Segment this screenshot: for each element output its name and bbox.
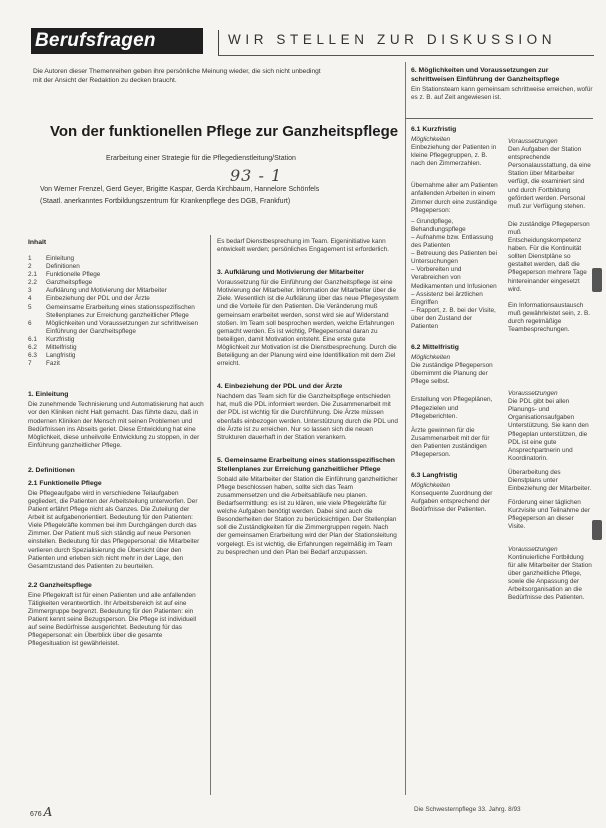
toc-item: 6.3 Langfristig — [28, 352, 76, 360]
section-heading: 1. Einleitung — [28, 391, 69, 399]
series-title: WIR STELLEN ZUR DISKUSSION — [228, 32, 557, 47]
body-text: Nachdem das Team sich für die Ganzheitspflege entschieden hat, muß die PDL informiert werden. Die Zusammenarbeit mit der PDL ist wichtig für die Durchführung. Die Ärzte müssen ebenfalls einbezogen werden. Unterstützung durch die PDL und die Ärzte ist zu erreichen. Nur so lassen sich die neuen Strukturen dauerhaft in der Station verankern. — [217, 393, 398, 441]
column-label: Möglichkeiten — [411, 482, 451, 490]
body-text: Die Pflegeaufgabe wird in verschiedene Teilaufgaben gegliedert, die Patienten der Arbeitsteilung unterworfen. Der Patient erfährt Pflege nicht als Ganzes. Die Zuteilung der Arbeit ist aufgabenorientiert. Bedeutung für den Patienten: Viele Pflegekräfte kommen bei ihm Durchgängen durch das Zimmer. Der Patient muß sich ständig auf neue Personen einstellen. Bedeutung für das Pflegepersonal: die Mitarbeiter verlieren durch Spezialisierung die Übersicht über den Patienten und erleben sich nicht mehr in der Lage, den Gesamtzustand des Patienten zu beurteilen. — [28, 489, 200, 570]
body-text: Den Aufgaben der Station entsprechende Personalausstattung, da eine Station über Mitarbeiter verfügt, die examiniert sind und durch Fortbildung gefördert werden. Personal muß zur Verfügung stehen. — [508, 146, 591, 210]
toc-heading: Inhalt — [28, 239, 47, 246]
toc-item: 6 Möglichkeiten und Voraussetzungen zur schrittweisen Einführung der Ganzheitspflege — [28, 319, 199, 335]
section-rule — [405, 118, 593, 119]
body-text: Konsequente Zuordnung der Aufgaben entsprechend der Bedürfnisse der Patienten. — [411, 490, 493, 514]
disclaimer — [33, 67, 403, 85]
subsection-heading: 6.3 Langfristig — [411, 472, 458, 480]
body-text: Ärzte gewinnen für die Zusammenarbeit mit der für den Patienten zuständigen Pflegeperson. — [411, 426, 490, 458]
list-item: – Assistenz bei ärztlichen Eingriffen — [411, 290, 483, 306]
column-3 — [411, 125, 499, 514]
toc-item: 3 Aufklärung und Motivierung der Mitarbeiter — [28, 287, 167, 295]
column-1 — [28, 238, 204, 648]
article-title: Von der funktionellen Pflege zur Ganzheitspflege — [50, 123, 399, 140]
body-text: Kontinuierliche Fortbildung für alle Mitarbeiter der Station über ganzheitliche Pflege, sowie die Anpassung der Arbeitsorganisation an die Bedürfnisse des Patienten. — [508, 553, 592, 602]
column-4 — [508, 138, 592, 602]
page-number-text: 676 — [30, 811, 42, 818]
header-divider — [218, 30, 219, 56]
section-heading: 3. Aufklärung und Motivierung der Mitarbeiter — [217, 269, 365, 277]
body-text: Die zunehmende Technisierung und Automatisierung hat auch vor den Kliniken nicht Halt gemacht. Das führte dazu, daß in modernen Kliniken der Mensch mit seinen Problemen und Bedürfnissen ins Abseits geriet. Diese Entwicklung hat eine Möglichkeit, diese unheilvolle Entwicklung zu stoppen, in der Einführung ganzheitlicher Pflege. — [28, 401, 204, 449]
subsection-heading: 6.2 Mittelfristig — [411, 344, 459, 352]
scan-mark — [592, 268, 602, 292]
toc-item: 6.2 Mittelfristig — [28, 344, 77, 352]
toc-item: 5 Gemeinsame Erarbeitung eines stationsspezifischen Stellenplanes zur Erreichung ganzheitlicher Pflege — [28, 303, 195, 319]
toc-list — [28, 255, 204, 368]
body-text: Ein Informationsaustausch muß gewährleistet sein, z. B. durch regelmäßige Teambesprechungen. — [508, 301, 591, 333]
handwritten-mark: A — [43, 805, 53, 819]
body-text: Die PDL gibt bei allen Planungs- und Organisationsaufgaben Unterstützung. Sie kann den Pflegeplan unterstützen, die PDL ist eine gute Ansprechpartnerin und Koordinatorin. — [508, 398, 589, 462]
body-text: Übernahme aller am Patienten anfallenden Arbeiten in einem Zimmer durch eine zuständige Pflegeperson: — [411, 182, 498, 214]
column-divider — [405, 62, 406, 795]
body-text: Die zuständige Pflegeperson muß Entscheidungskompetenz haben. Für die Kontinuität sollten Dienstpläne so gestaltet werden, daß die Pflegeperson mehrere Tage hintereinander eingesetzt wird. — [508, 220, 590, 293]
toc-item: 2.2 Ganzheitspflege — [28, 279, 93, 287]
header-rule — [218, 55, 594, 56]
body-text: Voraussetzung für die Einführung der Ganzheitspflege ist eine Motivierung der Mitarbeiter. Information der Mitarbeiter über die Ziele. Wesentlich ist die Aufklärung über das neue Pflegesystem und die Vorteile für den Patienten. Die Veränderung muß gemeinsam erarbeitet werden, sonst wird sie auf Widerstand stoßen. Im Team soll besprochen werden, welche Erfahrungen gemacht werden. Es ist wichtig, Pflegepersonal daran zu beteiligen, damit Motivation entsteht. Eine erste gute Möglichkeit zur Motivation ist die Dienstbesprechung. Durch die Beteiligung an der Planung wird eine Identifikation mit dem Ziel erreicht. — [217, 279, 399, 368]
column-2 — [217, 238, 399, 557]
article-institution: (Staatl. anerkanntes Fortbildungszentrum für Krankenpflege des DGB, Frankfurt) — [40, 198, 291, 205]
toc-item: 7 Fazit — [28, 360, 60, 368]
section-heading: 5. Gemeinsame Erarbeitung eines stationsspezifischen Stellenplanes zur Erreichung ganzheitlicher Pflege — [217, 456, 395, 473]
body-text: Überarbeitung des Dienstplans unter Einbeziehung der Mitarbeiter. — [508, 468, 592, 493]
column-label: Voraussetzungen — [508, 545, 558, 553]
body-text: Ein Stationsteam kann gemeinsam schrittweise erreichen, wofür es z. B. auf Zeit angewiesen ist. — [411, 86, 593, 102]
body-text: Eine Pflegekraft ist für einen Patienten und alle anfallenden Tätigkeiten verantwortlich. Ihr Arbeitsbereich ist auf eine Zimmergruppe begrenzt. Bedeutung für den Patienten: ein Patient kennt seine Bezugsperson. Die Pflege ist individuell auf seine Bedürfnisse ausgerichtet. Bedeutung für das Pflegepersonal: ein Überblick über die gesamte Pflegesituation ist gewährleistet. — [28, 591, 197, 648]
body-text: Erstellung von Pflegeplänen, Pflegezielen und Pflegeberichten. — [411, 396, 493, 420]
disclaimer-line: mit der Ansicht der Redaktion zu decken braucht. — [33, 77, 177, 84]
section-heading: 6. Möglichkeiten und Voraussetzungen zur schrittweisen Einführung der Ganzheitspflege — [411, 67, 560, 83]
subsection-heading: 6.1 Kurzfristig — [411, 126, 457, 133]
article-subtitle: Erarbeitung einer Strategie für die Pflegedienstleitung/Station — [106, 155, 296, 162]
toc-item: 1 Einleitung — [28, 255, 75, 262]
toc-item: 2 Definitionen — [28, 263, 80, 271]
list-item: – Rapport, z. B. bei der Visite, über den Zustand der Patienten — [411, 306, 496, 330]
list-item: – Betreuung des Patienten bei Untersuchungen — [411, 250, 497, 266]
subsection-heading: 2.2 Ganzheitspflege — [28, 581, 92, 589]
handwritten-note: 93 - 1 — [230, 166, 283, 185]
section-title: Berufsfragen — [35, 30, 156, 51]
page-number — [30, 805, 52, 819]
body-text: Es bedarf Dienstbesprechung im Team. Eigeninitiative kann entwickelt werden; persönliches Engagement ist erforderlich. — [217, 238, 389, 254]
column-label: Voraussetzungen — [508, 390, 558, 398]
article-authors: Von Werner Frenzel, Gerd Geyer, Brigitte Kaspar, Gerda Kirchbaum, Hannelore Schönfels — [40, 186, 320, 193]
toc-item: 6.1 Kurzfristig — [28, 335, 75, 343]
disclaimer-line: Die Autoren dieser Themenreihen geben ihre persönliche Meinung wieder, die sich nicht unbedingt — [33, 68, 321, 75]
column-label: Möglichkeiten — [411, 136, 451, 143]
list-item: – Grundpflege, Behandlungspflege — [411, 217, 466, 233]
task-list — [411, 218, 499, 331]
section-heading: 4. Einbeziehung der PDL und der Ärzte — [217, 383, 343, 391]
journal-citation: Die Schwesternpflege 33. Jahrg. 8/93 — [414, 806, 521, 813]
list-item: – Vorbereiten und Verabreichen von Medikamenten und Infusionen — [411, 266, 497, 290]
column-divider — [210, 235, 211, 795]
column-label: Möglichkeiten — [411, 354, 451, 362]
toc-item: 4 Einbeziehung der PDL und der Ärzte — [28, 295, 150, 303]
column-label: Voraussetzungen — [508, 138, 558, 145]
body-text: Einbeziehung der Patienten in kleine Pflegegruppen, z. B. nach den Zimmerzahlen. — [411, 144, 497, 168]
body-text: Sobald alle Mitarbeiter der Station die Einführung ganzheitlicher Pflege beschlossen haben, sollte sich das Team zusammensetzen und die Arbeitsabläufe neu planen. Bedarfsermittlung: es ist zu klären, wie viele Pflegekräfte für welche Aufgaben benötigt werden. Dabei sind auch die Besonderheiten der Station zu berücksichtigen. Der Stellenplan soll die Zuständigkeiten für die Zimmergruppen regeln. Nach der gemeinsamen Erarbeitung wird der Plan der Stationsleitung vorgelegt. Es ist wichtig, die Erfahrungen regelmäßig im Team zu besprechen und den Plan bei Bedarf anzupassen. — [217, 475, 398, 556]
scan-mark — [592, 520, 602, 540]
body-text: Die zuständige Pflegeperson übernimmt die Planung der Pflege selbst. — [411, 362, 493, 386]
toc-item: 2.1 Funktionelle Pflege — [28, 271, 101, 279]
list-item: – Aufnahme bzw. Entlassung des Patienten — [411, 233, 494, 250]
body-text: Förderung einer täglichen Kurzvisite und Teilnahme der Pflegeperson an dieser Visite. — [508, 499, 590, 531]
column-3-top — [411, 66, 593, 102]
subsection-heading: 2.1 Funktionelle Pflege — [28, 479, 102, 487]
section-heading: 2. Definitionen — [28, 466, 75, 474]
